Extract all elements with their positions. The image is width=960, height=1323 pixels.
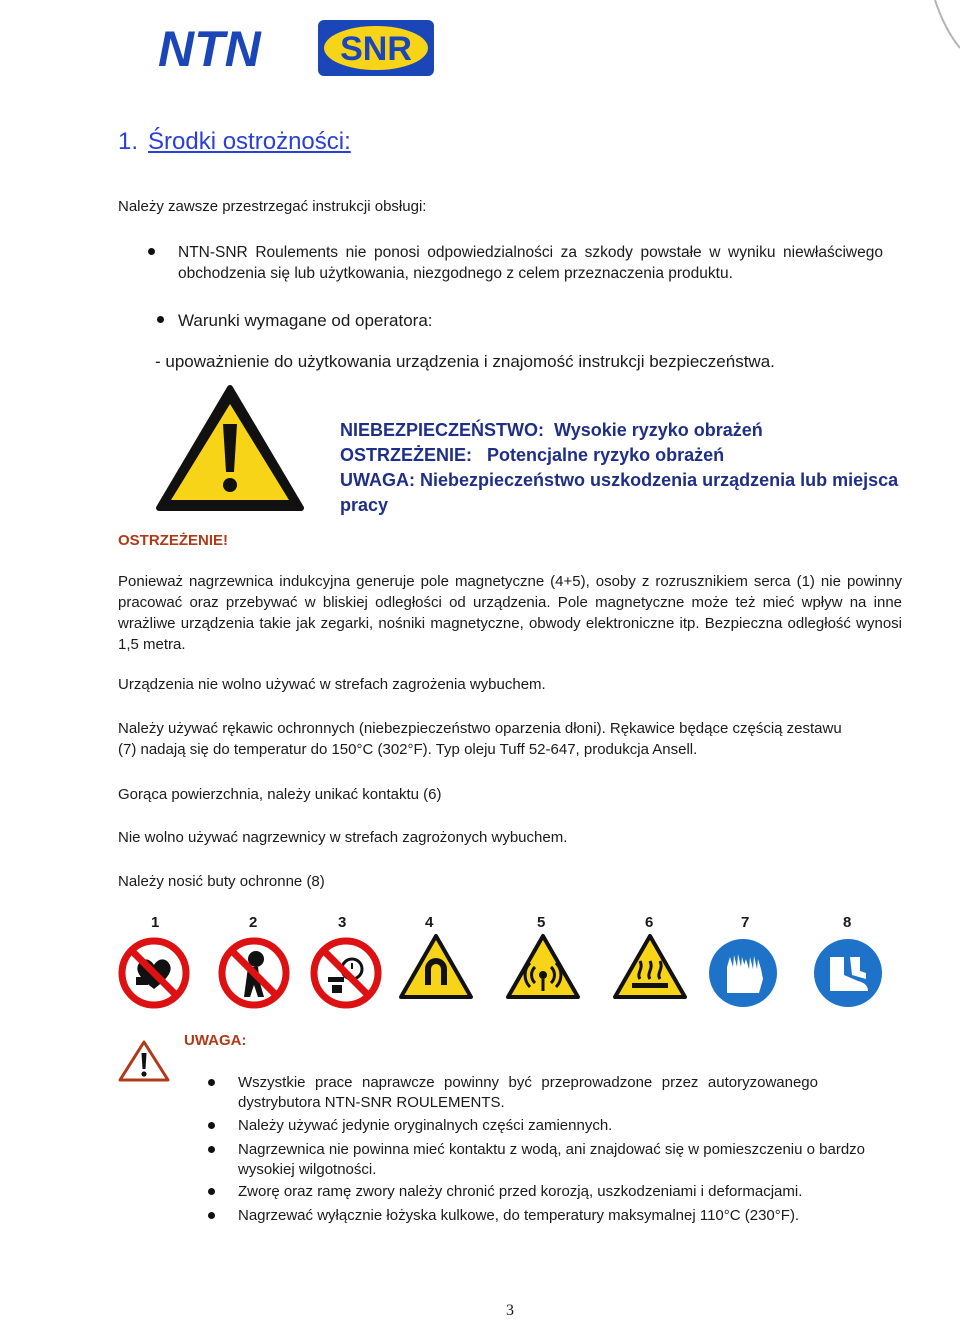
no-pacemaker-icon [118, 937, 190, 1009]
section-number: 1. [118, 128, 139, 155]
ntn-logo-text: NTN [158, 22, 261, 72]
operator-requirement-line: - upoważnienie do użytkowania urządzenia i znajomość instrukcji bezpieczeństwa. [155, 352, 775, 371]
attention-item-original-parts: Należy używać jedynie oryginalnych części zamiennych. [238, 1117, 613, 1134]
bullet-dot [208, 1122, 215, 1129]
no-watch-icon [310, 937, 382, 1009]
snr-logo-text: SNR [340, 30, 412, 68]
bullet-dot [157, 316, 164, 323]
caution-triangle-icon [118, 1040, 170, 1082]
hazard-label: OSTRZEŻENIE: [340, 445, 473, 465]
no-implant-icon [218, 937, 290, 1009]
sign-number: 7 [741, 914, 750, 931]
sign-number: 6 [645, 914, 654, 931]
sign-number: 1 [151, 914, 160, 931]
attention-item-temperature: Nagrzewać wyłącznie łożyska kulkowe, do temperatury maksymalnej 110°C (230°F). [238, 1207, 800, 1224]
hazard-text: Wysokie ryzyko obrażeń [554, 420, 763, 440]
explosion-zone-heater-note: Nie wolno używać nagrzewnicy w strefach zagrożonych wybuchem. [118, 829, 568, 846]
hazard-level-caution [340, 468, 905, 518]
magnetic-field-paragraph: Ponieważ nagrzewnica indukcyjna generuje pole magnetyczne (4+5), osoby z rozrusznikiem serca (1) nie powinny pracować oraz przebywać w bliskiej odległości od urządzenia. Pole magnetyczne może też mieć wpływ na inne wrażliwe urządzenia takie jak zegarki, nośniki magnetyczne, obwody elektroniczne itp. Bezpieczna odległość wynosi 1,5 metra. [118, 573, 902, 653]
sign-number: 3 [338, 914, 347, 931]
attention-item-corrosion: Zworę oraz ramę zwory należy chronić przed korozją, uszkodzeniami i deformacjami. [238, 1183, 803, 1200]
ntn-logo [158, 22, 298, 72]
corner-decoration [905, 0, 960, 60]
hazard-level-danger [340, 418, 905, 443]
warning-caption: OSTRZEŻENIE! [118, 532, 229, 549]
page-number: 3 [506, 1302, 514, 1319]
gloves-icon [707, 937, 779, 1009]
hazard-level-warning [340, 443, 905, 468]
hazard-levels [340, 418, 905, 518]
safety-boots-icon [812, 937, 884, 1009]
intro-text: Należy zawsze przestrzegać instrukcji obsługi: [118, 198, 427, 215]
sign-number: 4 [425, 914, 434, 931]
gloves-paragraph: Należy używać rękawic ochronnych (niebezpieczeństwo oparzenia dłoni). Rękawice będące częścią zestawu (7) nadają się do temperatur do 150°C (302°F). Typ oleju Tuff 52-647, produkcja Ansell. [118, 720, 842, 758]
bullet-liability: NTN-SNR Roulements nie ponosi odpowiedzialności za szkody powstałe w wyniku niewłaściwego obchodzenia się lub użytkowania, niezgodnego z celem przeznaczenia produktu. [178, 244, 883, 282]
bullet-dot [208, 1212, 215, 1219]
hot-surface-icon [612, 933, 688, 1001]
hot-surface-note: Gorąca powierzchnia, należy unikać kontaktu (6) [118, 786, 442, 803]
hazard-text: Niebezpieczeństwo uszkodzenia urządzenia lub miejsca pracy [340, 470, 899, 515]
attention-item-repairs: Wszystkie prace naprawcze powinny być przeprowadzone przez autoryzowanego dystrybutora NTN-SNR ROULEMENTS. [238, 1074, 818, 1111]
sign-number: 2 [249, 914, 258, 931]
bullet-dot [148, 248, 155, 255]
non-ionizing-radiation-icon [505, 933, 581, 1001]
bullet-dot [208, 1079, 215, 1086]
bullet-dot [208, 1146, 215, 1153]
bullet-operator-requirements: Warunki wymagane od operatora: [178, 311, 433, 330]
section-title: Środki ostrożności: [148, 128, 351, 155]
hazard-label: UWAGA: [340, 470, 415, 490]
bullet-dot [208, 1188, 215, 1195]
sign-number: 5 [537, 914, 546, 931]
safety-boots-note: Należy nosić buty ochronne (8) [118, 873, 325, 890]
warning-triangle-icon [155, 384, 305, 514]
sign-number: 8 [843, 914, 852, 931]
hazard-label: NIEBEZPIECZEŃSTWO: [340, 420, 545, 440]
explosion-zone-note: Urządzenia nie wolno używać w strefach zagrożenia wybuchem. [118, 676, 546, 693]
hazard-text: Potencjalne ryzyko obrażeń [487, 445, 725, 465]
attention-item-water: Nagrzewnica nie powinna mieć kontaktu z wodą, ani znajdować się w pomieszczeniu o bardzo wysokiej wilgotności. [238, 1141, 865, 1178]
section-heading [118, 128, 351, 156]
magnetic-field-icon [398, 933, 474, 1001]
snr-logo [318, 20, 434, 76]
attention-label: UWAGA: [184, 1032, 247, 1049]
